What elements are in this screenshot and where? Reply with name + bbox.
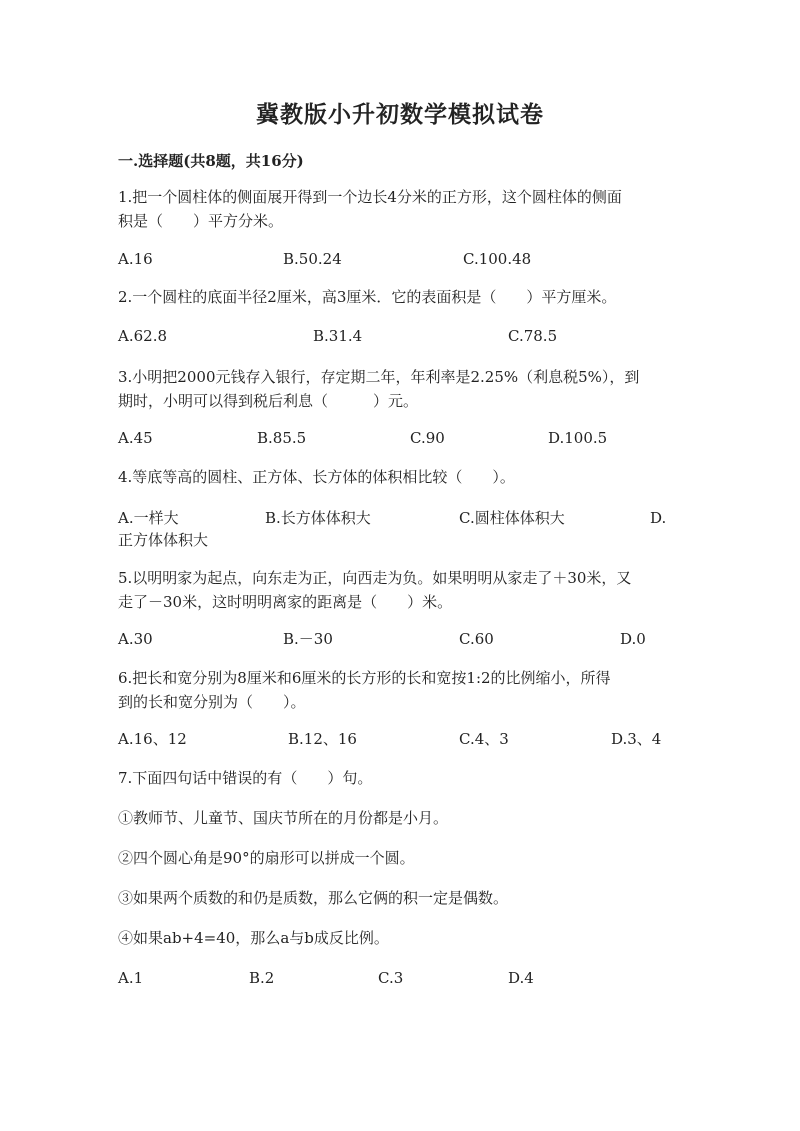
q7-option-a: A.1 (118, 969, 144, 987)
q4-option-d: D. (650, 509, 667, 527)
question-2-line-1: 2.一个圆柱的底面半径2厘米，高3厘米．它的表面积是（ ）平方厘米。 (118, 288, 617, 306)
q5-option-b: B.－30 (283, 630, 333, 648)
q2-option-c: C.78.5 (508, 327, 558, 345)
q1-option-b: B.50.24 (283, 250, 342, 268)
q4-option-a: A.一样大 (118, 509, 179, 527)
q5-option-c: C.60 (459, 630, 494, 648)
question-1-line-2: 积是（ ）平方分米。 (118, 212, 284, 230)
question-7-statement-2: ②四个圆心角是90°的扇形可以拼成一个圆。 (118, 849, 415, 867)
q7-option-d: D.4 (508, 969, 534, 987)
q2-option-b: B.31.4 (313, 327, 363, 345)
question-6-line-1: 6.把长和宽分别为8厘米和6厘米的长方形的长和宽按1:2的比例缩小，所得 (118, 669, 611, 687)
question-3-line-2: 期时，小明可以得到税后利息（ ）元。 (118, 392, 419, 410)
q5-option-a: A.30 (118, 630, 153, 648)
question-7-statement-4: ④如果ab+4=40，那么a与b成反比例。 (118, 929, 389, 947)
q4-option-b: B.长方体体积大 (265, 509, 371, 527)
q4-option-c: C.圆柱体体积大 (459, 509, 565, 527)
q1-option-a: A.16 (118, 250, 153, 268)
question-3-line-1: 3.小明把2000元钱存入银行，存定期二年，年利率是2.25%（利息税5%），到 (118, 368, 640, 386)
question-5-line-1: 5.以明明家为起点，向东走为正，向西走为负。如果明明从家走了＋30米，又 (118, 569, 632, 587)
question-7-line-1: 7.下面四句话中错误的有（ ）句。 (118, 769, 373, 787)
q3-option-d: D.100.5 (548, 429, 608, 447)
question-4-line-1: 4.等底等高的圆柱、正方体、长方体的体积相比较（ ）。 (118, 468, 515, 486)
q3-option-a: A.45 (118, 429, 153, 447)
q5-option-d: D.0 (620, 630, 646, 648)
q6-option-c: C.4、3 (459, 730, 509, 748)
question-7-statement-1: ①教师节、儿童节、国庆节所在的月份都是小月。 (118, 809, 449, 827)
q2-option-a: A.62.8 (118, 327, 167, 345)
q4-option-d-text: 正方体体积大 (118, 531, 209, 549)
q7-option-c: C.3 (378, 969, 404, 987)
section-heading: 一.选择题(共8题，共16分) (118, 152, 304, 170)
q6-option-b: B.12、16 (288, 730, 357, 748)
q6-option-a: A.16、12 (118, 730, 187, 748)
q3-option-b: B.85.5 (257, 429, 307, 447)
question-1-line-1: 1.把一个圆柱体的侧面展开得到一个边长4分米的正方形，这个圆柱体的侧面 (118, 188, 622, 206)
question-7-statement-3: ③如果两个质数的和仍是质数，那么它俩的积一定是偶数。 (118, 889, 509, 907)
q3-option-c: C.90 (410, 429, 445, 447)
q6-option-d: D.3、4 (611, 730, 662, 748)
question-5-line-2: 走了－30米，这时明明离家的距离是（ ）米。 (118, 593, 453, 611)
question-6-line-2: 到的长和宽分别为（ ）。 (118, 693, 306, 711)
q7-option-b: B.2 (249, 969, 275, 987)
page-title: 冀教版小升初数学模拟试卷 (256, 101, 544, 128)
q1-option-c: C.100.48 (463, 250, 532, 268)
